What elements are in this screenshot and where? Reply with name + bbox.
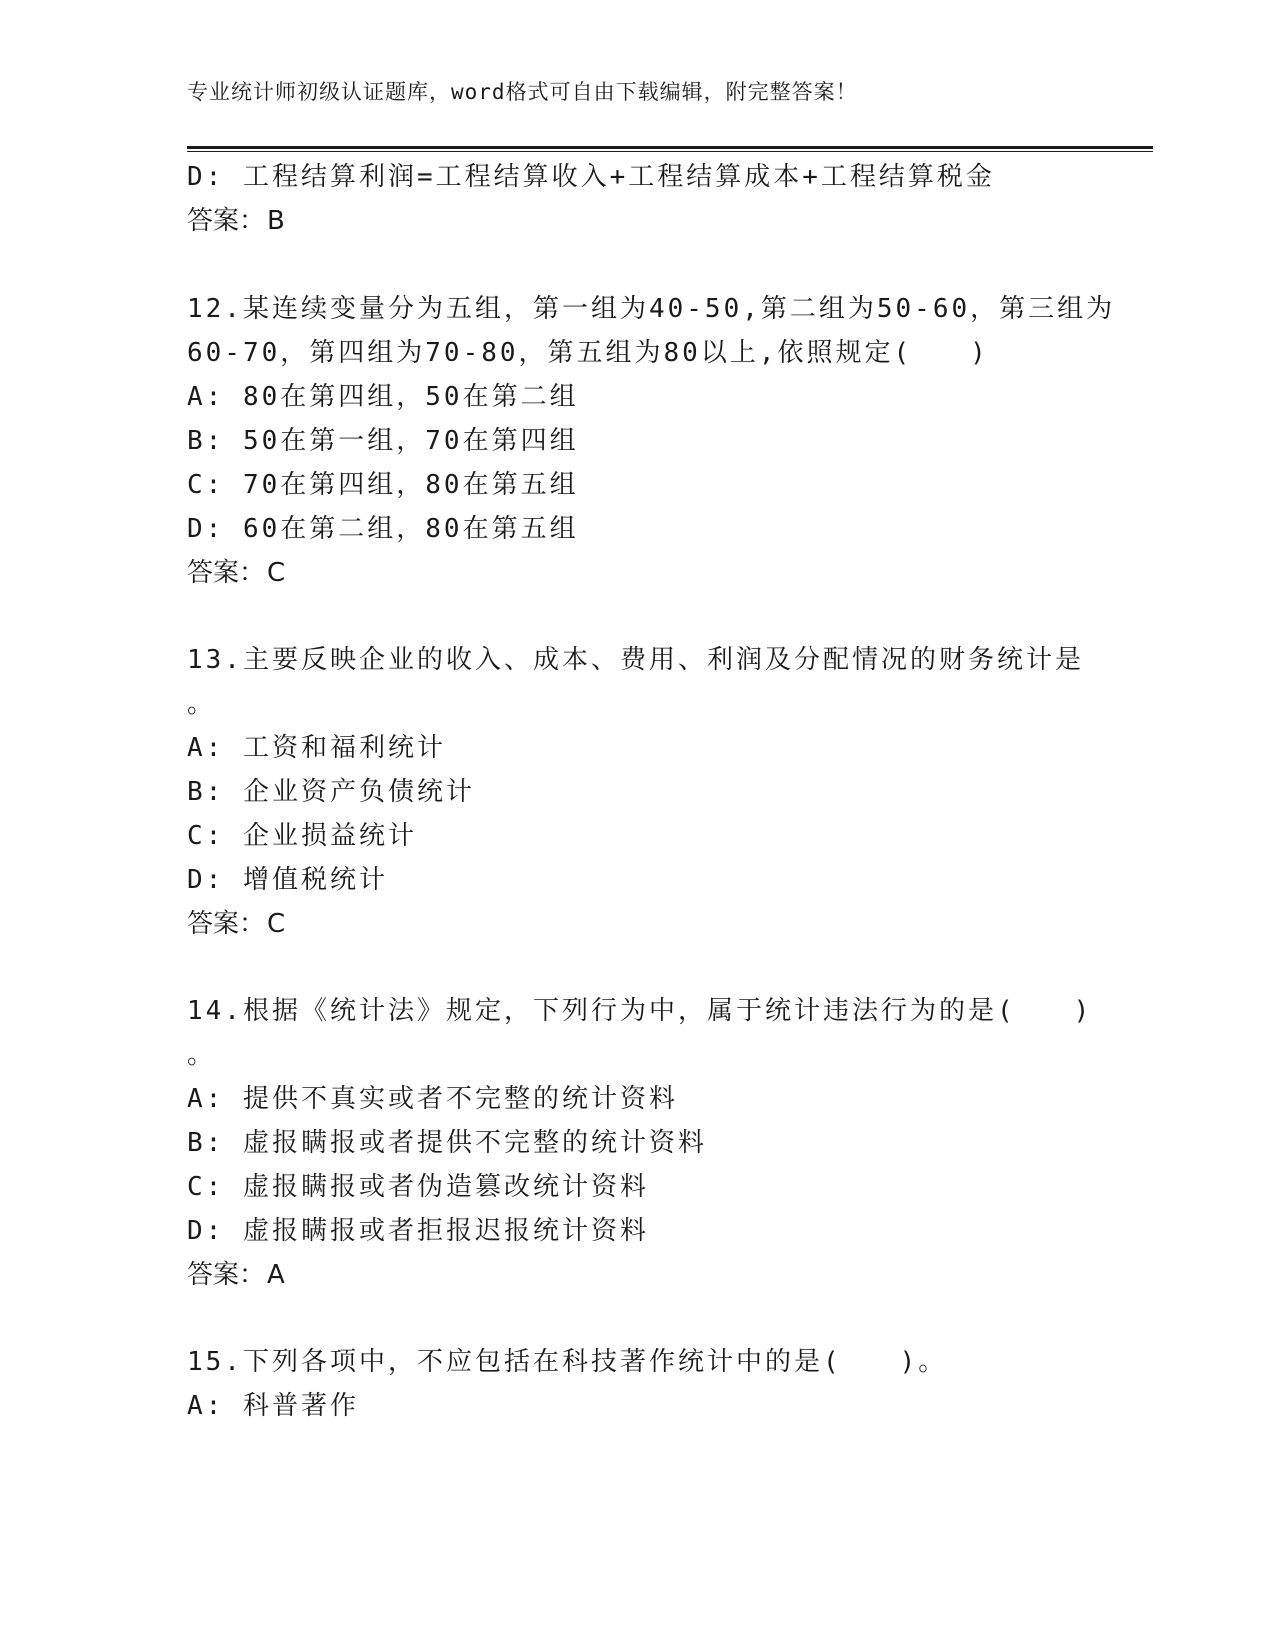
- q13-stem-line-1: 13.主要反映企业的收入、成本、费用、利润及分配情况的财务统计是: [187, 645, 1084, 675]
- answer-label: 答案：: [187, 909, 266, 939]
- q15-stem-line-1: 15.下列各项中，不应包括在科技著作统计中的是( )。: [187, 1347, 948, 1377]
- header-rule-thick: [187, 146, 1153, 149]
- q14-option-d: D: 虚报瞒报或者拒报迟报统计资料: [187, 1216, 649, 1246]
- q13-stem-line-2: 。: [187, 689, 217, 719]
- q11-option-d: D: 工程结算利润=工程结算收入+工程结算成本+工程结算税金: [187, 162, 995, 192]
- answer-label: 答案：: [187, 558, 266, 588]
- answer-key: B: [267, 206, 285, 236]
- answer-key: C: [267, 558, 286, 588]
- answer-label: 答案：: [187, 206, 266, 236]
- q12-option-c: C: 70在第四组，80在第五组: [187, 470, 579, 500]
- answer-key: A: [267, 1260, 285, 1290]
- answer-key: C: [267, 909, 286, 939]
- answer-label: 答案：: [187, 1260, 266, 1290]
- q14-stem-line-1: 14.根据《统计法》规定，下列行为中，属于统计违法行为的是( ): [187, 996, 1093, 1026]
- q13-option-c: C: 企业损益统计: [187, 821, 417, 851]
- q12-answer: [187, 557, 285, 589]
- q11-answer: [187, 205, 285, 237]
- q12-option-a: A: 80在第四组，50在第二组: [187, 382, 579, 412]
- page-header: 专业统计师初级认证题库，word格式可自由下载编辑，附完整答案！: [187, 80, 858, 104]
- q14-option-b: B: 虚报瞒报或者提供不完整的统计资料: [187, 1128, 707, 1158]
- q14-answer: [187, 1259, 285, 1291]
- q12-option-d: D: 60在第二组，80在第五组: [187, 514, 579, 544]
- q13-option-a: A: 工资和福利统计: [187, 733, 446, 763]
- q13-option-b: B: 企业资产负债统计: [187, 777, 475, 807]
- q14-option-a: A: 提供不真实或者不完整的统计资料: [187, 1084, 678, 1114]
- q12-stem-line-1: 12.某连续变量分为五组，第一组为40-50,第二组为50-60，第三组为: [187, 294, 1116, 324]
- q13-answer: [187, 908, 285, 940]
- q14-option-c: C: 虚报瞒报或者伪造篡改统计资料: [187, 1172, 649, 1202]
- q13-option-d: D: 增值税统计: [187, 865, 388, 895]
- header-rule-thin: [187, 151, 1153, 152]
- q14-stem-line-2: 。: [187, 1040, 217, 1070]
- q12-stem-line-2: 60-70，第四组为70-80，第五组为80以上,依照规定( ): [187, 338, 989, 368]
- q15-option-a: A: 科普著作: [187, 1391, 359, 1421]
- q12-option-b: B: 50在第一组，70在第四组: [187, 426, 579, 456]
